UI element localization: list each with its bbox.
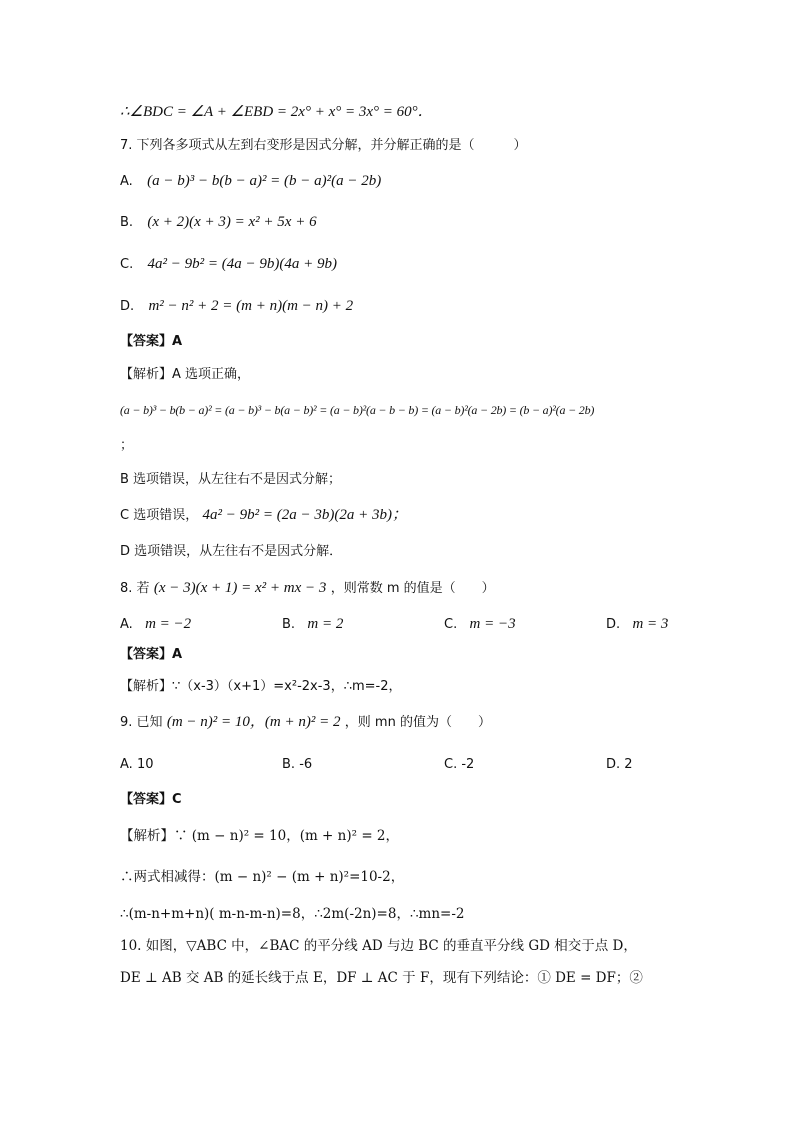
option-label: D.: [606, 757, 621, 772]
q9-option-d: [606, 755, 633, 775]
q9-analysis-2: ∴两式相减得：(m − n)² − (m + n)²=10-2，: [120, 869, 405, 885]
q7-option-c: [120, 254, 337, 275]
option-label: D.: [606, 617, 621, 632]
q9-analysis-3: ∴(m-n+m+n)( m-n-m-n)=8，∴2m(-2n)=8，∴mn=-2: [120, 906, 465, 922]
option-label: C.: [444, 757, 458, 772]
q7-analysis-formula: (a − b)³ − b(b − a)² = (a − b)³ − b(a − b)² = (a − b)²(a − b − b) = (a − b)²(a − 2b) = (b − a)²(a − 2b): [120, 403, 595, 417]
option-text: m = 3: [632, 616, 669, 632]
option-text: (a − b)³ − b(b − a)² = (b − a)²(a − 2b): [147, 173, 382, 189]
q9-analysis-1: 【解析】∵ (m − n)² = 10，(m + n)² = 2，: [120, 828, 400, 844]
q7-analysis-title: 【解析】A 选项正确，: [120, 367, 251, 382]
option-text: 10: [136, 757, 154, 772]
option-label: B.: [282, 757, 296, 772]
option-label: A.: [120, 617, 133, 632]
q10-line-1: 10. 如图，▽ABC 中，∠BAC 的平分线 AD 与边 BC 的垂直平分线 GD 相交于点 D，: [120, 938, 637, 954]
option-text: m² − n² + 2 = (m + n)(m − n) + 2: [148, 298, 354, 314]
q7-option-d: [120, 296, 353, 317]
option-label: A.: [120, 174, 133, 189]
q9-answer: 【答案】C: [120, 792, 182, 807]
option-text: -2: [461, 757, 475, 772]
option-text: m = −3: [469, 616, 516, 632]
q8-option-b: [282, 614, 343, 635]
q8-option-a: [120, 614, 191, 635]
q9-option-b: [282, 755, 312, 775]
option-label: A.: [120, 757, 133, 772]
q10-line-2: DE ⊥ AB 交 AB 的延长线于点 E，DF ⊥ AC 于 F，现有下列结论：① DE = DF；②: [120, 970, 643, 986]
q7-analysis-c: [120, 505, 407, 526]
q9-option-c: [444, 755, 474, 775]
q8-stem-prefix: 8. 若: [120, 581, 150, 596]
option-label: C.: [120, 257, 134, 272]
q8-analysis: 【解析】∵（x-3）（x+1）=x²-2x-3，∴m=-2，: [120, 679, 402, 694]
option-text: m = −2: [145, 616, 192, 632]
option-label: C.: [444, 617, 458, 632]
q9-stem-prefix: 9. 已知: [120, 715, 163, 730]
option-label: D.: [120, 299, 135, 314]
q8-option-c: [444, 614, 516, 635]
option-text: 2: [624, 757, 633, 772]
q7-stem: 7. 下列各多项式从左到右变形是因式分解，并分解正确的是（ ）: [120, 138, 527, 153]
analysis-c-formula: 4a² − 9b² = (2a − 3b)(2a + 3b)；: [202, 507, 407, 523]
option-text: 4a² − 9b² = (4a − 9b)(4a + 9b): [147, 256, 337, 272]
q8-stem-suffix: ，则常数 m 的值是（ ）: [330, 581, 495, 596]
previous-conclusion: ∴∠BDC = ∠A + ∠EBD = 2x° + x° = 3x° = 60°．: [120, 104, 433, 120]
q9-stem-suffix: ，则 mn 的值为（ ）: [344, 715, 491, 730]
analysis-c-prefix: C 选项错误，: [120, 508, 199, 523]
option-text: m = 2: [307, 616, 344, 632]
q7-option-a: [120, 171, 381, 192]
q7-analysis-semicolon: ；: [120, 438, 134, 453]
option-text: (x + 2)(x + 3) = x² + 5x + 6: [147, 214, 317, 230]
q9-stem-formula: (m − n)² = 10，(m + n)² = 2: [166, 714, 341, 730]
q9-stem: [120, 712, 491, 733]
option-label: B.: [282, 617, 296, 632]
q7-analysis-d: D 选项错误，从左往右不是因式分解．: [120, 544, 343, 559]
q7-analysis-b: B 选项错误，从左往右不是因式分解；: [120, 472, 342, 487]
q7-answer: 【答案】A: [120, 334, 183, 349]
q8-stem-formula: (x − 3)(x + 1) = x² + mx − 3: [153, 580, 327, 596]
q7-option-b: [120, 212, 317, 233]
q9-option-a: [120, 755, 153, 775]
q8-option-d: [606, 614, 668, 635]
q8-stem: [120, 578, 495, 599]
option-label: B.: [120, 215, 134, 230]
q8-answer: 【答案】A: [120, 647, 183, 662]
option-text: -6: [299, 757, 313, 772]
